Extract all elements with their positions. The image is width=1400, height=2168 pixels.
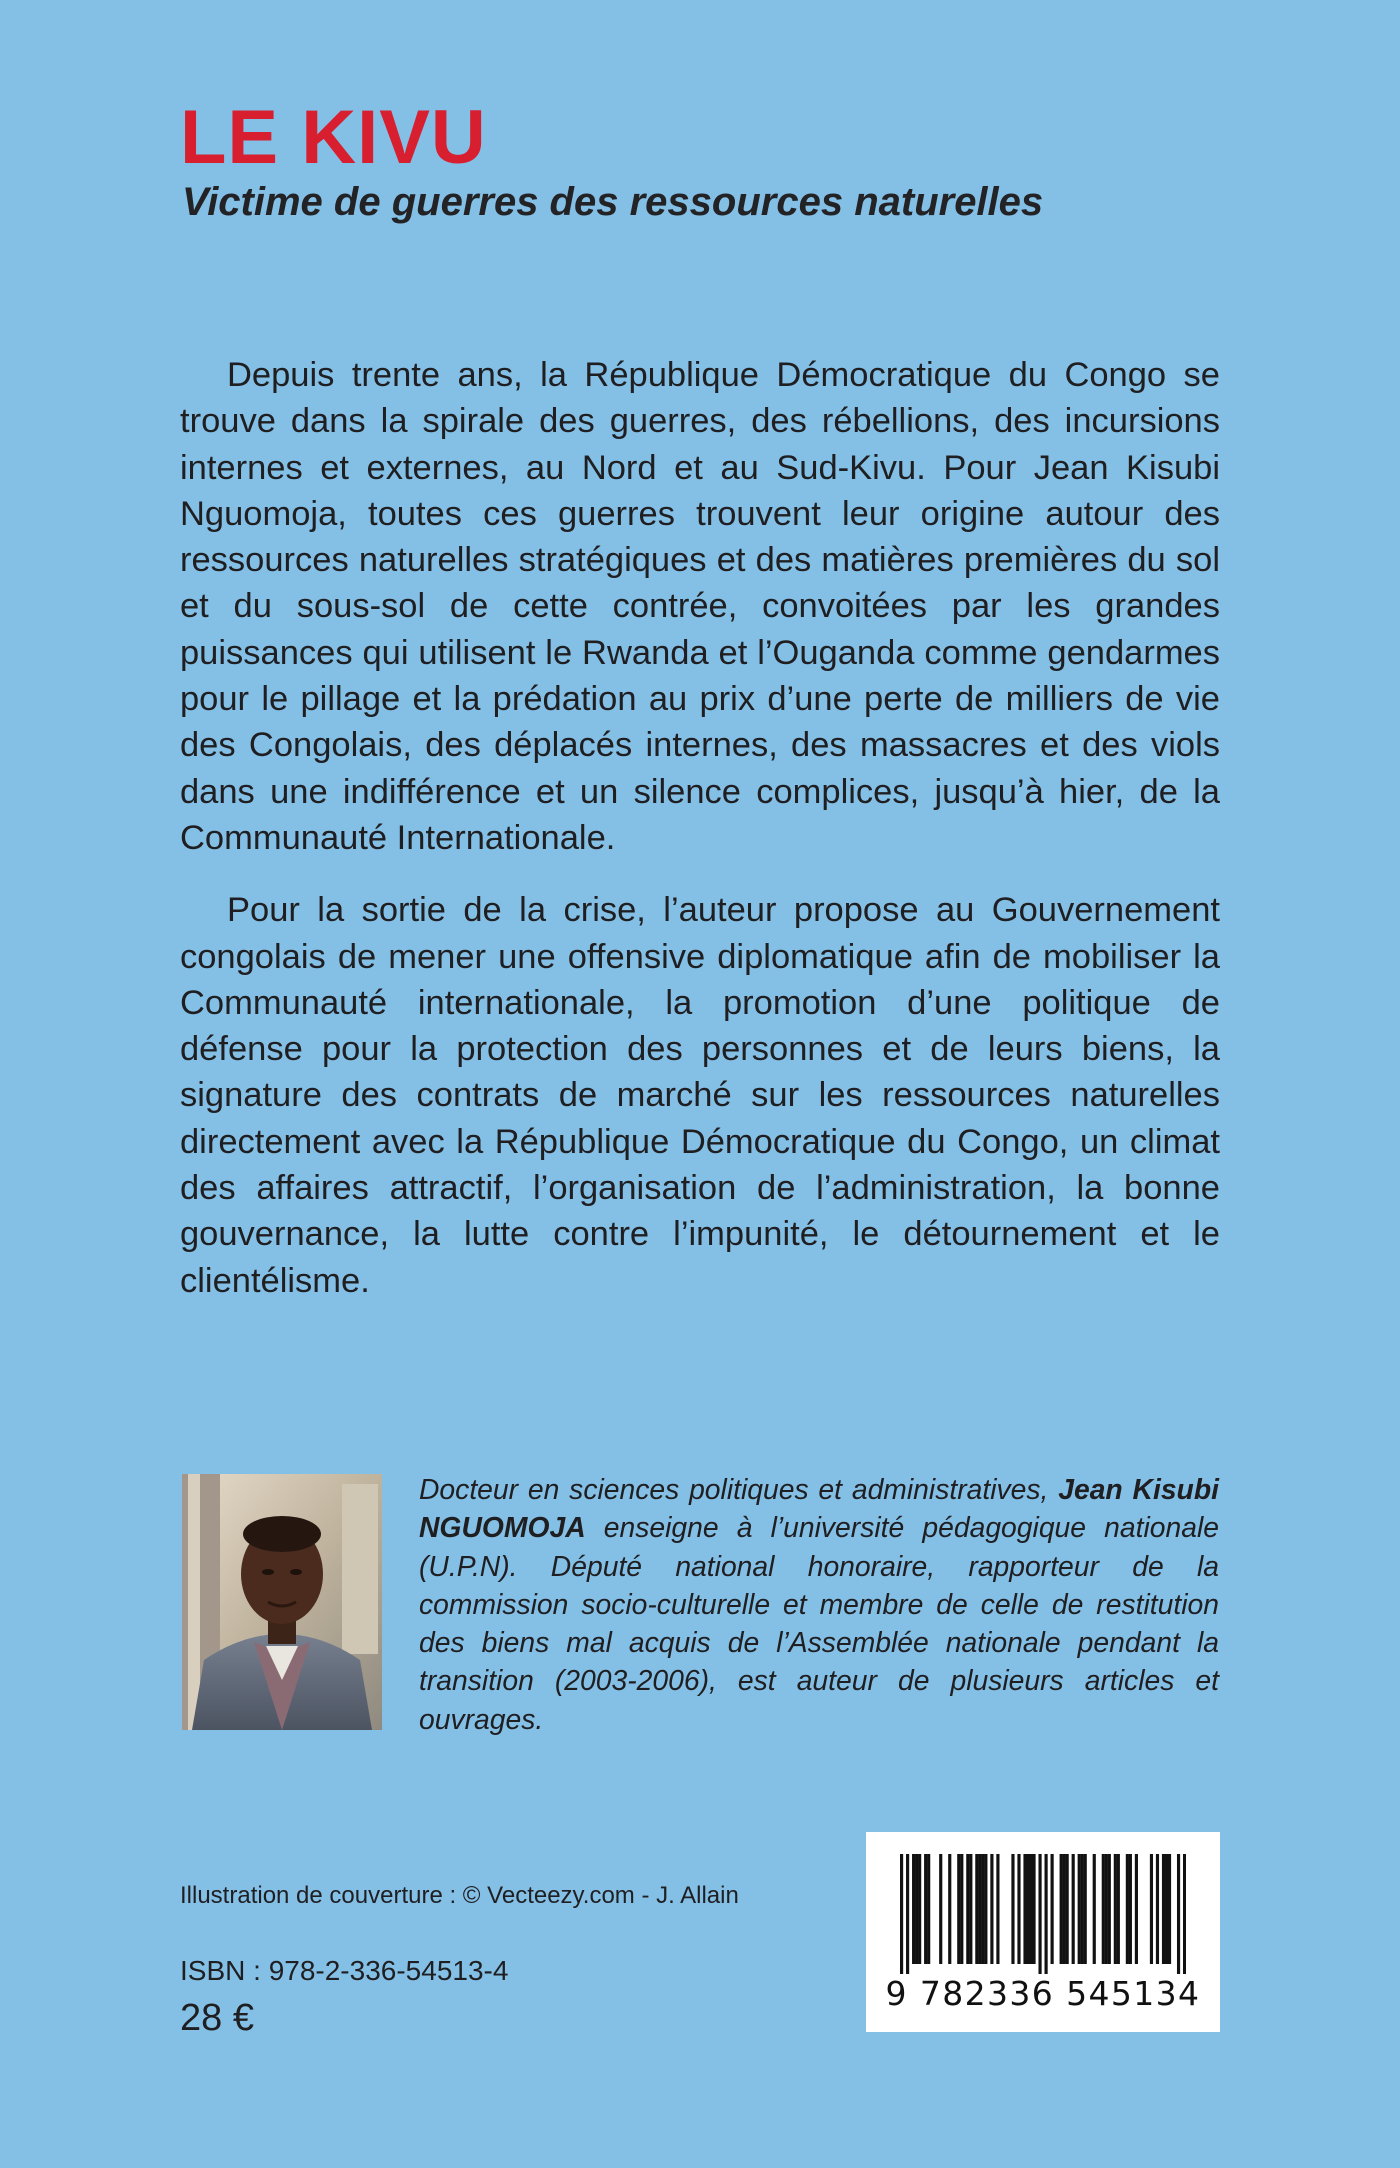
barcode-bar bbox=[990, 1854, 993, 1964]
book-subtitle: Victime de guerres des ressources naturelles bbox=[182, 180, 1044, 224]
barcode-bar bbox=[939, 1854, 942, 1964]
barcode-bar bbox=[906, 1854, 909, 1974]
barcode-bar bbox=[966, 1854, 969, 1964]
barcode-bar bbox=[924, 1854, 927, 1964]
author-bio-rest: enseigne à l’université pédagogique nationale (U.P.N). Député national honoraire, rapporteur de la commission socio-culturelle et membre de celle de restitution des biens mal acquis de l’Assemblée nationale pendant la transition (2003-2006), est auteur de plusieurs articles et ouvrages. bbox=[419, 1511, 1219, 1735]
summary-paragraph-2: Pour la sortie de la crise, l’auteur propose au Gouvernement congolais de mener une offensive diplomatique afin de mobiliser la Communauté internationale, la promotion d’une politique de défense pour la protection des personnes et de leurs biens, la signature des contrats de marché sur les ressources naturelles directement avec la République Démocratique du Congo, un climat des affaires attractif, l’organisation de l’administration, la bonne gouvernance, la lutte contre l’impunité, le détournement et le clientélisme. bbox=[180, 891, 1220, 1300]
barcode-bar bbox=[918, 1854, 921, 1964]
barcode-bar bbox=[969, 1854, 972, 1964]
barcode-bar bbox=[1150, 1854, 1153, 1964]
author-bio-intro: Docteur en sciences politiques et administratives, bbox=[419, 1473, 1059, 1505]
barcode-bar bbox=[996, 1854, 999, 1964]
barcode-bar bbox=[1023, 1854, 1026, 1964]
barcode-bar bbox=[915, 1854, 918, 1964]
barcode-bar bbox=[1108, 1854, 1111, 1964]
barcode-bar bbox=[1026, 1854, 1029, 1964]
author-portrait-image bbox=[182, 1474, 382, 1730]
barcode-bar bbox=[981, 1854, 984, 1964]
barcode-bar bbox=[1114, 1854, 1117, 1964]
barcode-bar bbox=[1165, 1854, 1168, 1964]
barcode bbox=[866, 1832, 1220, 2032]
barcode-bar bbox=[1162, 1854, 1165, 1964]
barcode-bar bbox=[1066, 1854, 1069, 1964]
barcode-bar bbox=[1117, 1854, 1120, 1964]
barcode-bar bbox=[948, 1854, 951, 1964]
barcode-bar bbox=[1029, 1854, 1032, 1964]
author-photo bbox=[182, 1474, 382, 1730]
barcode-bar bbox=[1105, 1854, 1108, 1964]
barcode-bar bbox=[957, 1854, 960, 1964]
barcode-bar bbox=[1093, 1854, 1096, 1964]
summary-paragraph-1: Depuis trente ans, la République Démocratique du Congo se trouve dans la spirale des guerres, des rébellions, des incursions internes et externes, au Nord et au Sud-Kivu. Pour Jean Kisubi Nguomoja, toutes ces guerres trouvent leur origine autour des ressources naturelles stratégiques et des matières premières du sol et du sous-sol de cette contrée, convoitées par les grandes puissances qui utilisent le Rwanda et l’Ouganda comme gendarmes pour le pillage et la prédation au prix d’une perte de milliers de vie des Congolais, des déplacés internes, des massacres et des viols dans une indifférence et un silence complices, jusqu’à hier, de la Communauté Internationale. bbox=[180, 356, 1220, 857]
barcode-bar bbox=[1183, 1854, 1186, 1974]
barcode-bar bbox=[1038, 1854, 1041, 1974]
barcode-bar bbox=[1011, 1854, 1014, 1964]
barcode-bar bbox=[1135, 1854, 1138, 1964]
isbn: ISBN : 978-2-336-54513-4 bbox=[180, 1955, 509, 1986]
barcode-bar bbox=[1072, 1854, 1075, 1964]
barcode-bar bbox=[1168, 1854, 1171, 1964]
author-name: Jean Kisubi NGUOMOJA bbox=[419, 1473, 1219, 1544]
barcode-bar bbox=[927, 1854, 930, 1964]
price: 28 € bbox=[180, 1997, 254, 2039]
barcode-bar bbox=[1081, 1854, 1084, 1964]
illustration-credit: Illustration de couverture : © Vecteezy.com - J. Allain bbox=[180, 1882, 739, 1909]
back-cover-summary bbox=[180, 352, 1220, 1304]
barcode-bar bbox=[1078, 1854, 1081, 1964]
barcode-bar bbox=[1060, 1854, 1063, 1964]
barcode-bar bbox=[984, 1854, 987, 1964]
barcode-bar bbox=[978, 1854, 981, 1964]
barcode-bar bbox=[1177, 1854, 1180, 1974]
barcode-bar bbox=[912, 1854, 915, 1964]
barcode-bars bbox=[900, 1854, 1186, 1974]
barcode-digits: 9 782336 545134 bbox=[885, 1974, 1201, 2013]
barcode-bar bbox=[1102, 1854, 1105, 1964]
barcode-bar bbox=[900, 1854, 903, 1974]
barcode-bar bbox=[1063, 1854, 1066, 1964]
barcode-bar bbox=[1045, 1854, 1048, 1974]
barcode-bar bbox=[1051, 1854, 1054, 1964]
barcode-bar bbox=[1017, 1854, 1020, 1964]
barcode-bar bbox=[1032, 1854, 1035, 1964]
barcode-bar bbox=[960, 1854, 963, 1964]
barcode-bar bbox=[1126, 1854, 1129, 1964]
book-title: LE KIVU bbox=[180, 95, 487, 180]
barcode-bar bbox=[1129, 1854, 1132, 1964]
barcode-bar bbox=[1156, 1854, 1159, 1964]
barcode-bar bbox=[975, 1854, 978, 1964]
barcode-bar bbox=[1084, 1854, 1087, 1964]
author-bio bbox=[419, 1470, 1219, 1738]
